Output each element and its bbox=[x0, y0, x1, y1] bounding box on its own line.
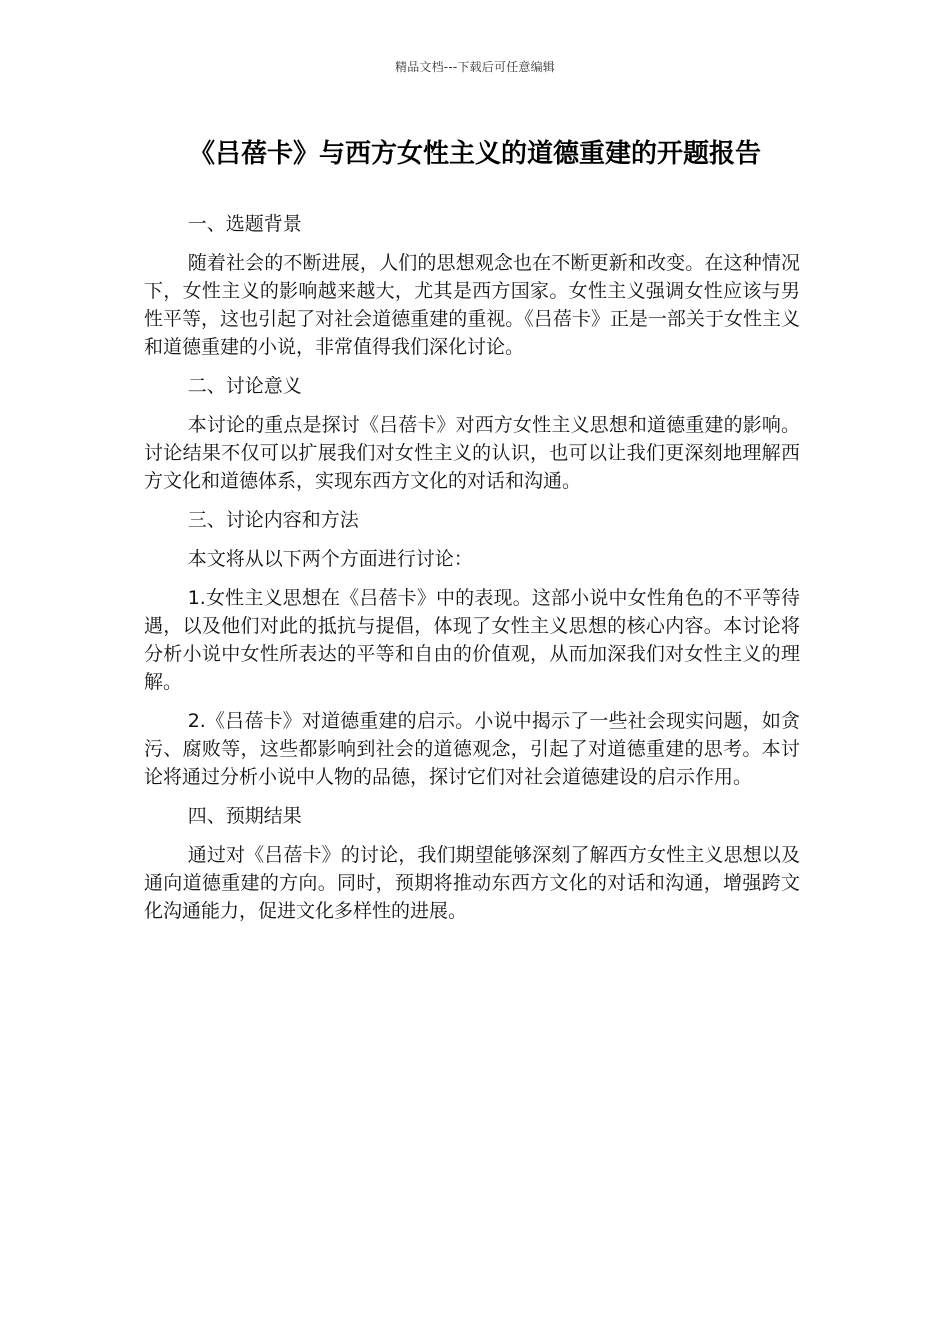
header-note: 精品文档---下载后可任意编辑 bbox=[395, 60, 555, 74]
section-heading-expected-results: 四、预期结果 bbox=[187, 805, 302, 827]
section-heading-content-method: 三、讨论内容和方法 bbox=[187, 509, 359, 531]
section-heading-significance: 二、讨论意义 bbox=[187, 375, 302, 397]
paragraph-content-point-1: 1.女性主义思想在《吕蓓卡》中的表现。这部小说中女性角色的不平等待遇，以及他们对此的抵抗与提倡，体现了女性主义思想的核心内容。本讨论将分析小说中女性所表达的平等和自由的价值观，从而加深我们对女性主义的理解。 bbox=[144, 587, 800, 693]
document-body bbox=[144, 210, 800, 936]
paragraph-content-point-2: 2.《吕蓓卡》对道德重建的启示。小说中揭示了一些社会现实问题，如贪污、腐败等，这些都影响到社会的道德观念，引起了对道德重建的思考。本讨论将通过分析小说中人物的品德，探讨它们对社会道德建设的启示作用。 bbox=[144, 710, 800, 788]
paragraph-content-intro: 本文将从以下两个方面进行讨论： bbox=[187, 548, 473, 570]
paragraph-significance: 本讨论的重点是探讨《吕蓓卡》对西方女性主义思想和道德重建的影响。讨论结果不仅可以扩展我们对女性主义的认识，也可以让我们更深刻地理解西方文化和道德体系，实现东西方文化的对话和沟通。 bbox=[144, 414, 800, 492]
section-heading-background: 一、选题背景 bbox=[187, 213, 302, 235]
paragraph-expected-results: 通过对《吕蓓卡》的讨论，我们期望能够深刻了解西方女性主义思想以及通向道德重建的方向。同时，预期将推动东西方文化的对话和沟通，增强跨文化沟通能力，促进文化多样性的进展。 bbox=[144, 844, 800, 922]
paragraph-background: 随着社会的不断进展，人们的思想观念也在不断更新和改变。在这种情况下，女性主义的影响越来越大，尤其是西方国家。女性主义强调女性应该与男性平等，这也引起了对社会道德重建的重视。《吕蓓卡》正是一部关于女性主义和道德重建的小说，非常值得我们深化讨论。 bbox=[144, 252, 800, 358]
document-title: 《吕蓓卡》与西方女性主义的道德重建的开题报告 bbox=[188, 139, 761, 169]
